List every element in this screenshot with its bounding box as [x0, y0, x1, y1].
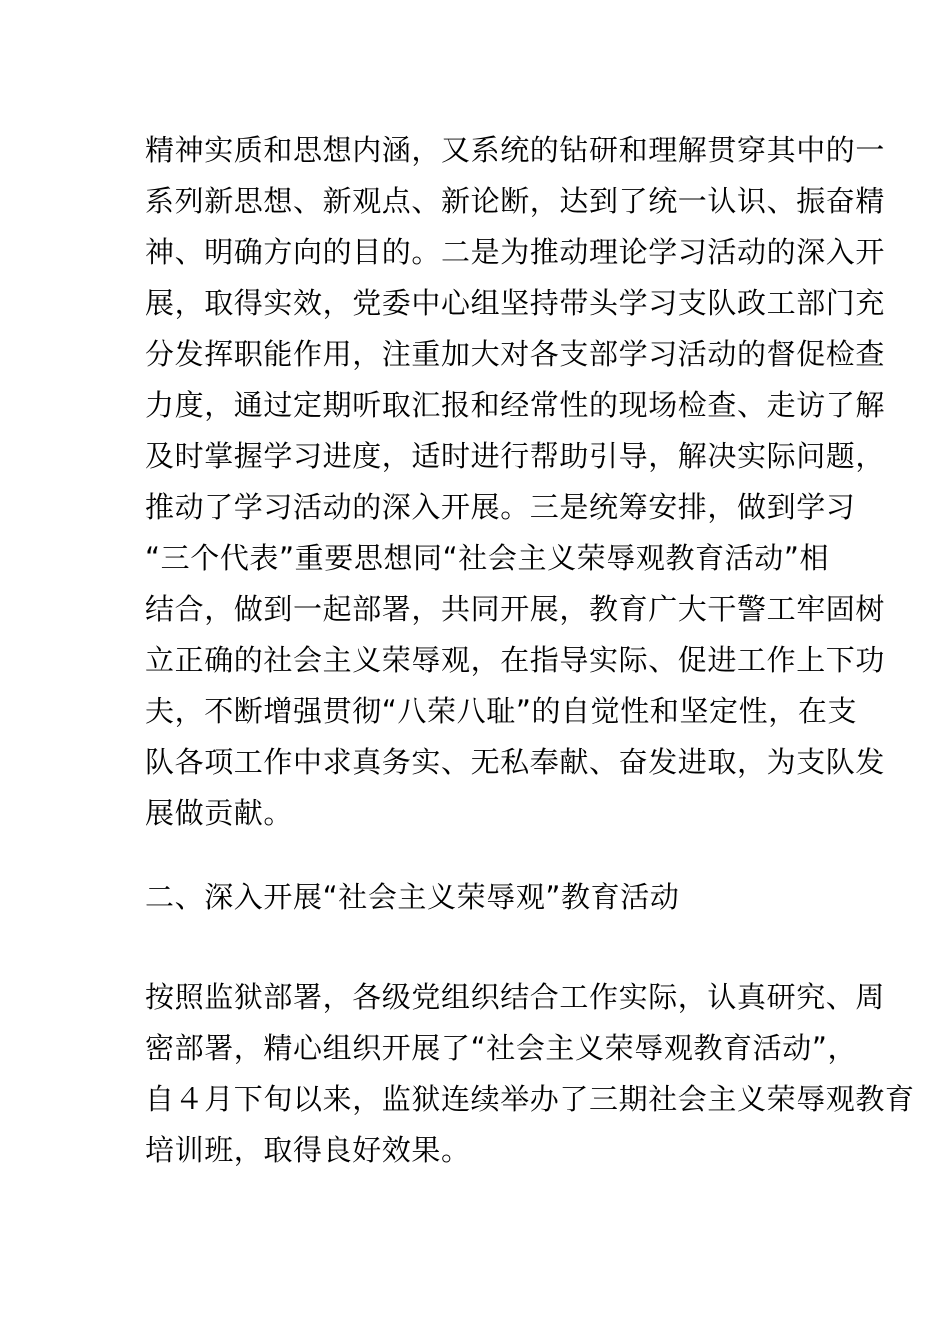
paragraph-2-line-1: 按照监狱部署，各级党组织结合工作实际，认真研究、周: [145, 980, 886, 1014]
paragraph-1-line-9: “三个代表”重要思想同“社会主义荣辱观教育活动”相: [145, 541, 830, 575]
paragraph-1-line-1: 精神实质和思想内涵，又系统的钻研和理解贯穿其中的一: [145, 133, 886, 167]
paragraph-1-line-13: 队各项工作中求真务实、无私奉献、奋发进取，为支队发: [145, 745, 886, 779]
paragraph-1-line-2: 系列新思想、新观点、新论断，达到了统一认识、振奋精: [145, 184, 886, 218]
paragraph-1-line-3: 神、明确方向的目的。二是为推动理论学习活动的深入开: [145, 235, 886, 269]
paragraph-1-line-6: 力度，通过定期听取汇报和经常性的现场检查、走访了解: [145, 388, 886, 422]
paragraph-1-line-10: 结合，做到一起部署，共同开展，教育广大干警工牢固树: [145, 592, 886, 626]
paragraph-1-line-5: 分发挥职能作用，注重加大对各支部学习活动的督促检查: [145, 337, 886, 371]
paragraph-1-line-4: 展，取得实效，党委中心组坚持带头学习支队政工部门充: [145, 286, 886, 320]
paragraph-1-line-14: 展做贡献。: [145, 796, 294, 830]
paragraph-1-line-11: 立正确的社会主义荣辱观，在指导实际、促进工作上下功: [145, 643, 886, 677]
section-heading-2: 二、深入开展“社会主义荣辱观”教育活动: [145, 880, 680, 914]
paragraph-1-line-12: 夫，不断增强贯彻“八荣八耻”的自觉性和坚定性，在支: [145, 694, 858, 728]
paragraph-1-line-8: 推动了学习活动的深入开展。三是统筹安排，做到学习: [145, 490, 856, 524]
paragraph-2-line-2: 密部署，精心组织开展了“社会主义荣辱观教育活动”，: [145, 1031, 858, 1065]
paragraph-2-line-4: 培训班，取得良好效果。: [145, 1133, 471, 1167]
paragraph-2-line-3: 自４月下旬以来，监狱连续举办了三期社会主义荣辱观教育: [145, 1082, 915, 1116]
paragraph-1-line-7: 及时掌握学习进度，适时进行帮助引导，解决实际问题，: [145, 439, 886, 473]
